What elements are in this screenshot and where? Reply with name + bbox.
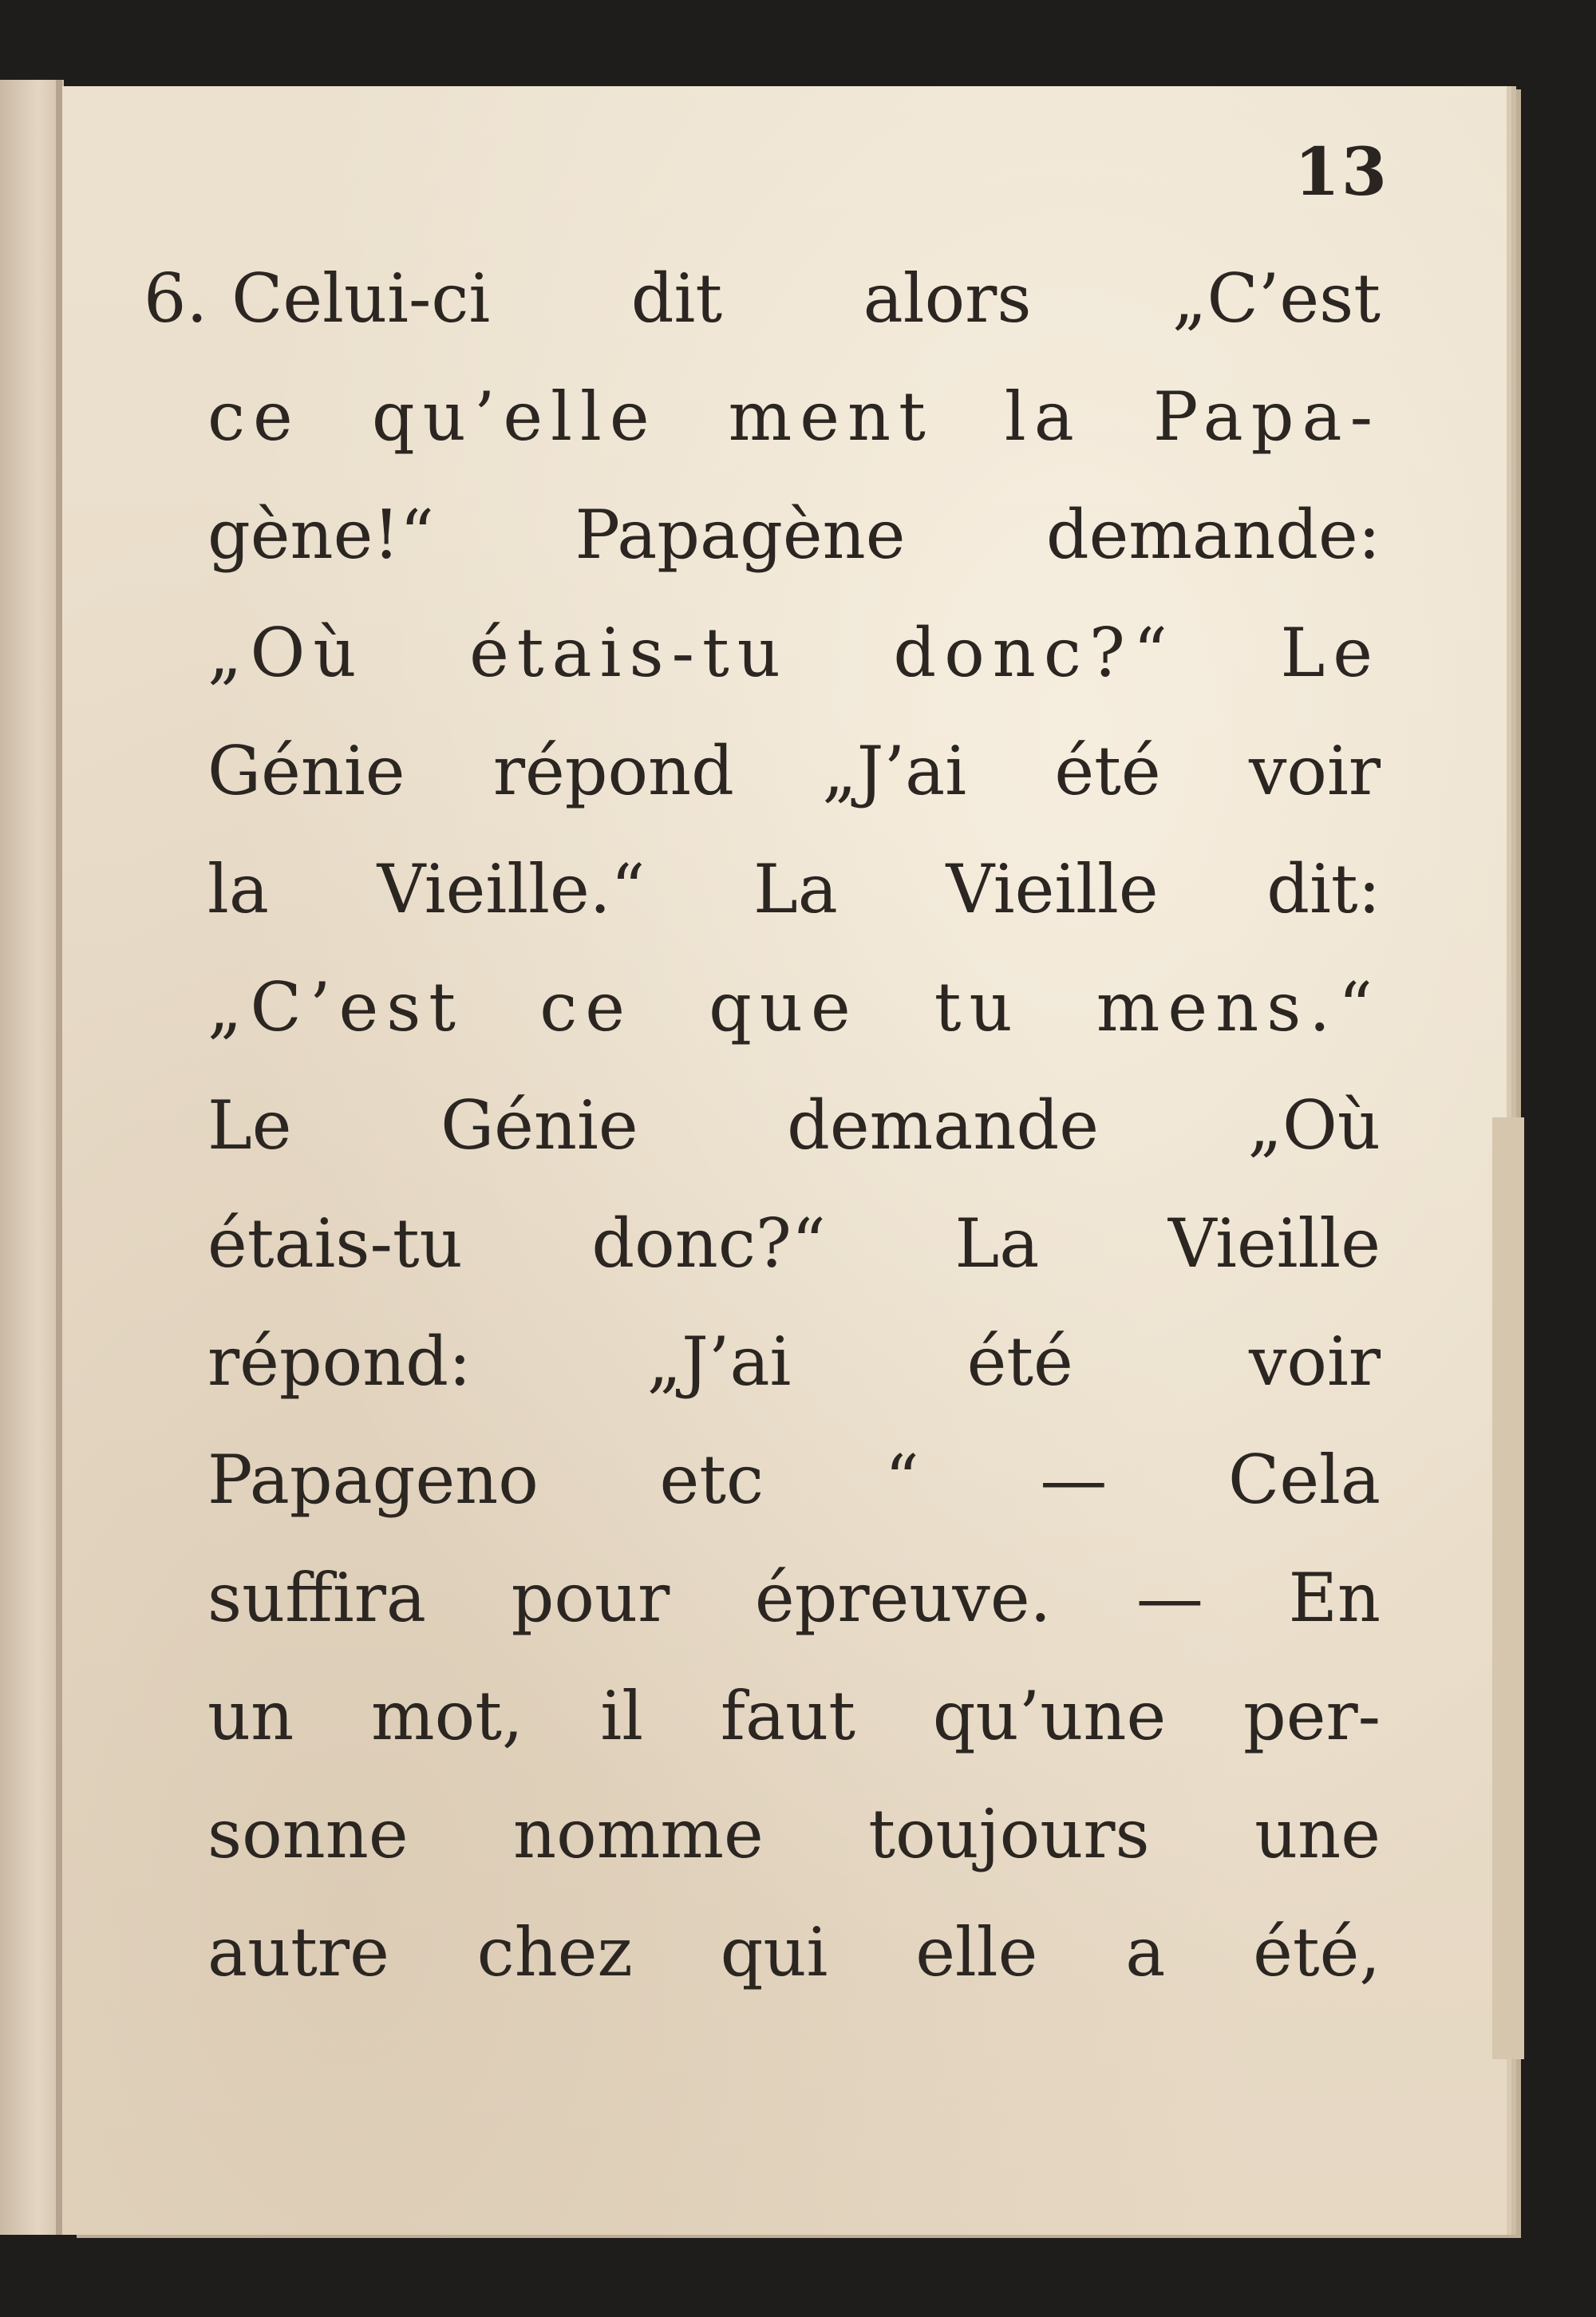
text-line: Papageno etc “ — Cela [207, 1441, 1381, 1519]
book-gutter [56, 80, 62, 2235]
text-line: étais-tu donc?“ La Vieille [207, 1204, 1381, 1283]
text-line: répond: „J’ai été voir [207, 1323, 1381, 1401]
text-line: suffira pour épreuve. — En [207, 1559, 1381, 1637]
text-line: autre chez qui elle a été, [207, 1913, 1381, 1991]
text-line-content: Celui-ci dit alors „C’est [231, 259, 1381, 338]
text-line: ce qu’elle ment la Papa- [207, 378, 1381, 456]
text-line: la Vieille.“ La Vieille dit: [207, 850, 1381, 928]
text-line: sonne nomme toujours une [207, 1795, 1381, 1873]
page-text [144, 239, 1381, 2011]
page-number: 13 [1294, 134, 1389, 211]
text-line: Le Génie demande „Où [207, 1086, 1381, 1164]
page-edge [1492, 1117, 1524, 2059]
text-line: un mot, il faut qu’une per- [207, 1677, 1381, 1755]
text-line: „C’est ce que tu mens.“ [207, 968, 1381, 1046]
paragraph-number: 6. [144, 259, 208, 338]
text-line: gène!“ Papagène demande: [207, 496, 1381, 574]
text-line: „Où étais-tu donc?“ Le [207, 614, 1381, 692]
facing-page-edge [0, 80, 64, 2235]
text-line: Génie répond „J’ai été voir [207, 732, 1381, 810]
text-line [144, 239, 1381, 358]
